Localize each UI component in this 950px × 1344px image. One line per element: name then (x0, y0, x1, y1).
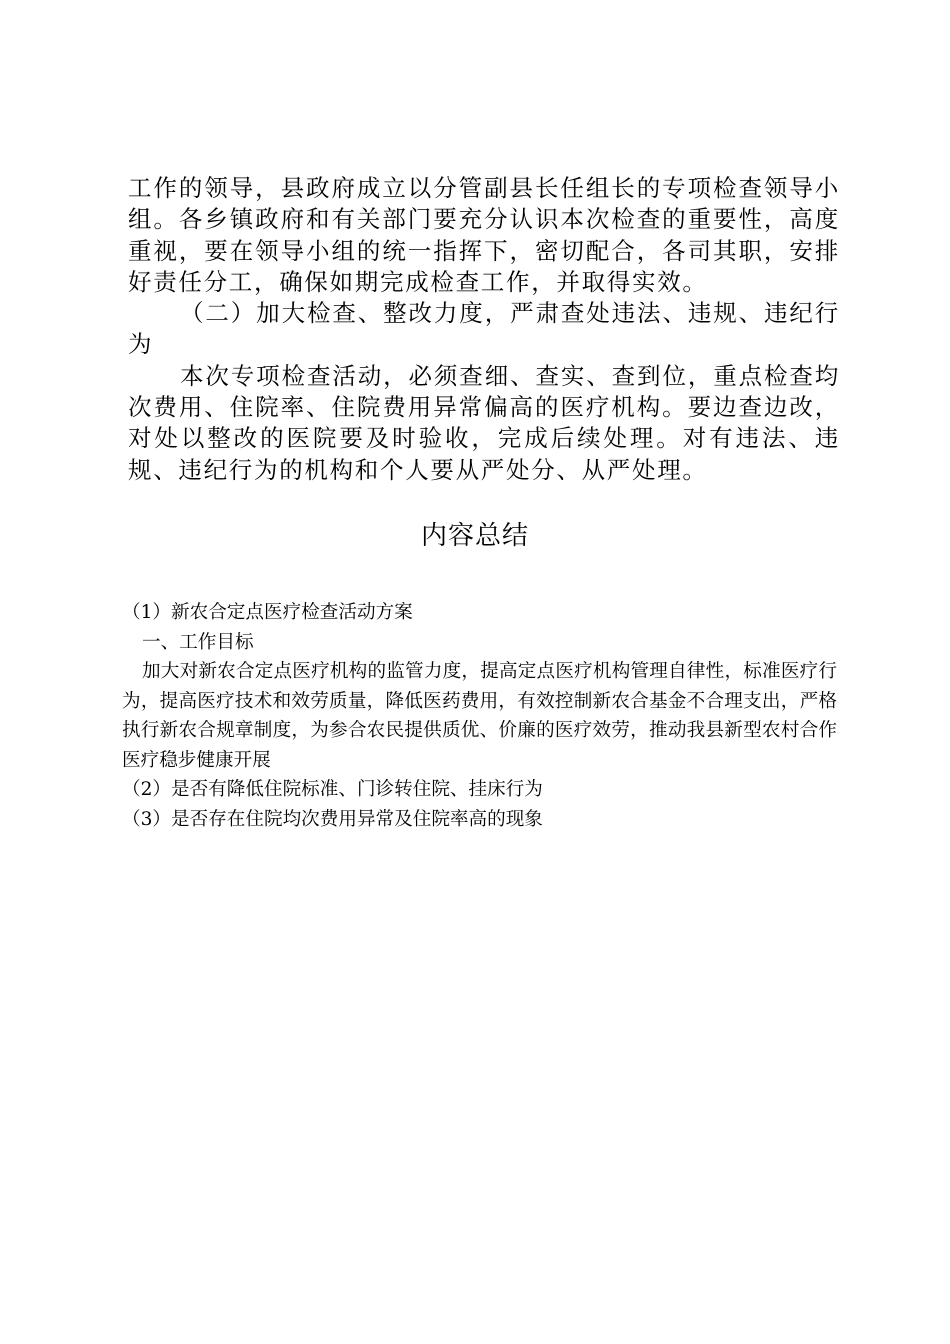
body-paragraph: 本次专项检查活动，必须查细、查实、查到位，重点检查均次费用、住院率、住院费用异常偏高的医疗机构。要边查边改，对处以整改的医院要及时验收，完成后续处理。对有违法、违规、违纪行为的机构和个人要从严处分、从严处理。 (128, 361, 840, 484)
summary-item: 一、工作目标 (142, 631, 254, 653)
section-heading: （二）加大检查、整改力度，严肃查处违法、违规、违纪行为 (128, 299, 840, 359)
summary-item: （2）是否有降低住院标准、门诊转住院、挂床行为 (122, 779, 543, 800)
summary-title: 内容总结 (420, 521, 529, 551)
body-paragraph: 工作的领导，县政府成立以分管副县长任组长的专项检查领导小组。各乡镇政府和有关部门要充分认识本次检查的重要性，高度重视，要在领导小组的统一指挥下，密切配合，各司其职，安排好责任分工，确保如期完成检查工作，并取得实效。 (128, 174, 840, 296)
summary-section (122, 598, 837, 834)
summary-item: （1）新农合定点医疗检查活动方案 (122, 602, 413, 623)
summary-item: （3）是否存在住院均次费用异常及住院率高的现象 (122, 808, 543, 830)
summary-paragraph: 加大对新农合定点医疗机构的监管力度，提高定点医疗机构管理自律性，标准医疗行为，提高医疗技术和效劳质量，降低医药费用，有效控制新农合基金不合理支出，严格执行新农合规章制度，为参合农民提供质优、价廉的医疗效劳，推动我县新型农村合作医疗稳步健康开展 (122, 661, 837, 771)
document-body (128, 173, 840, 486)
